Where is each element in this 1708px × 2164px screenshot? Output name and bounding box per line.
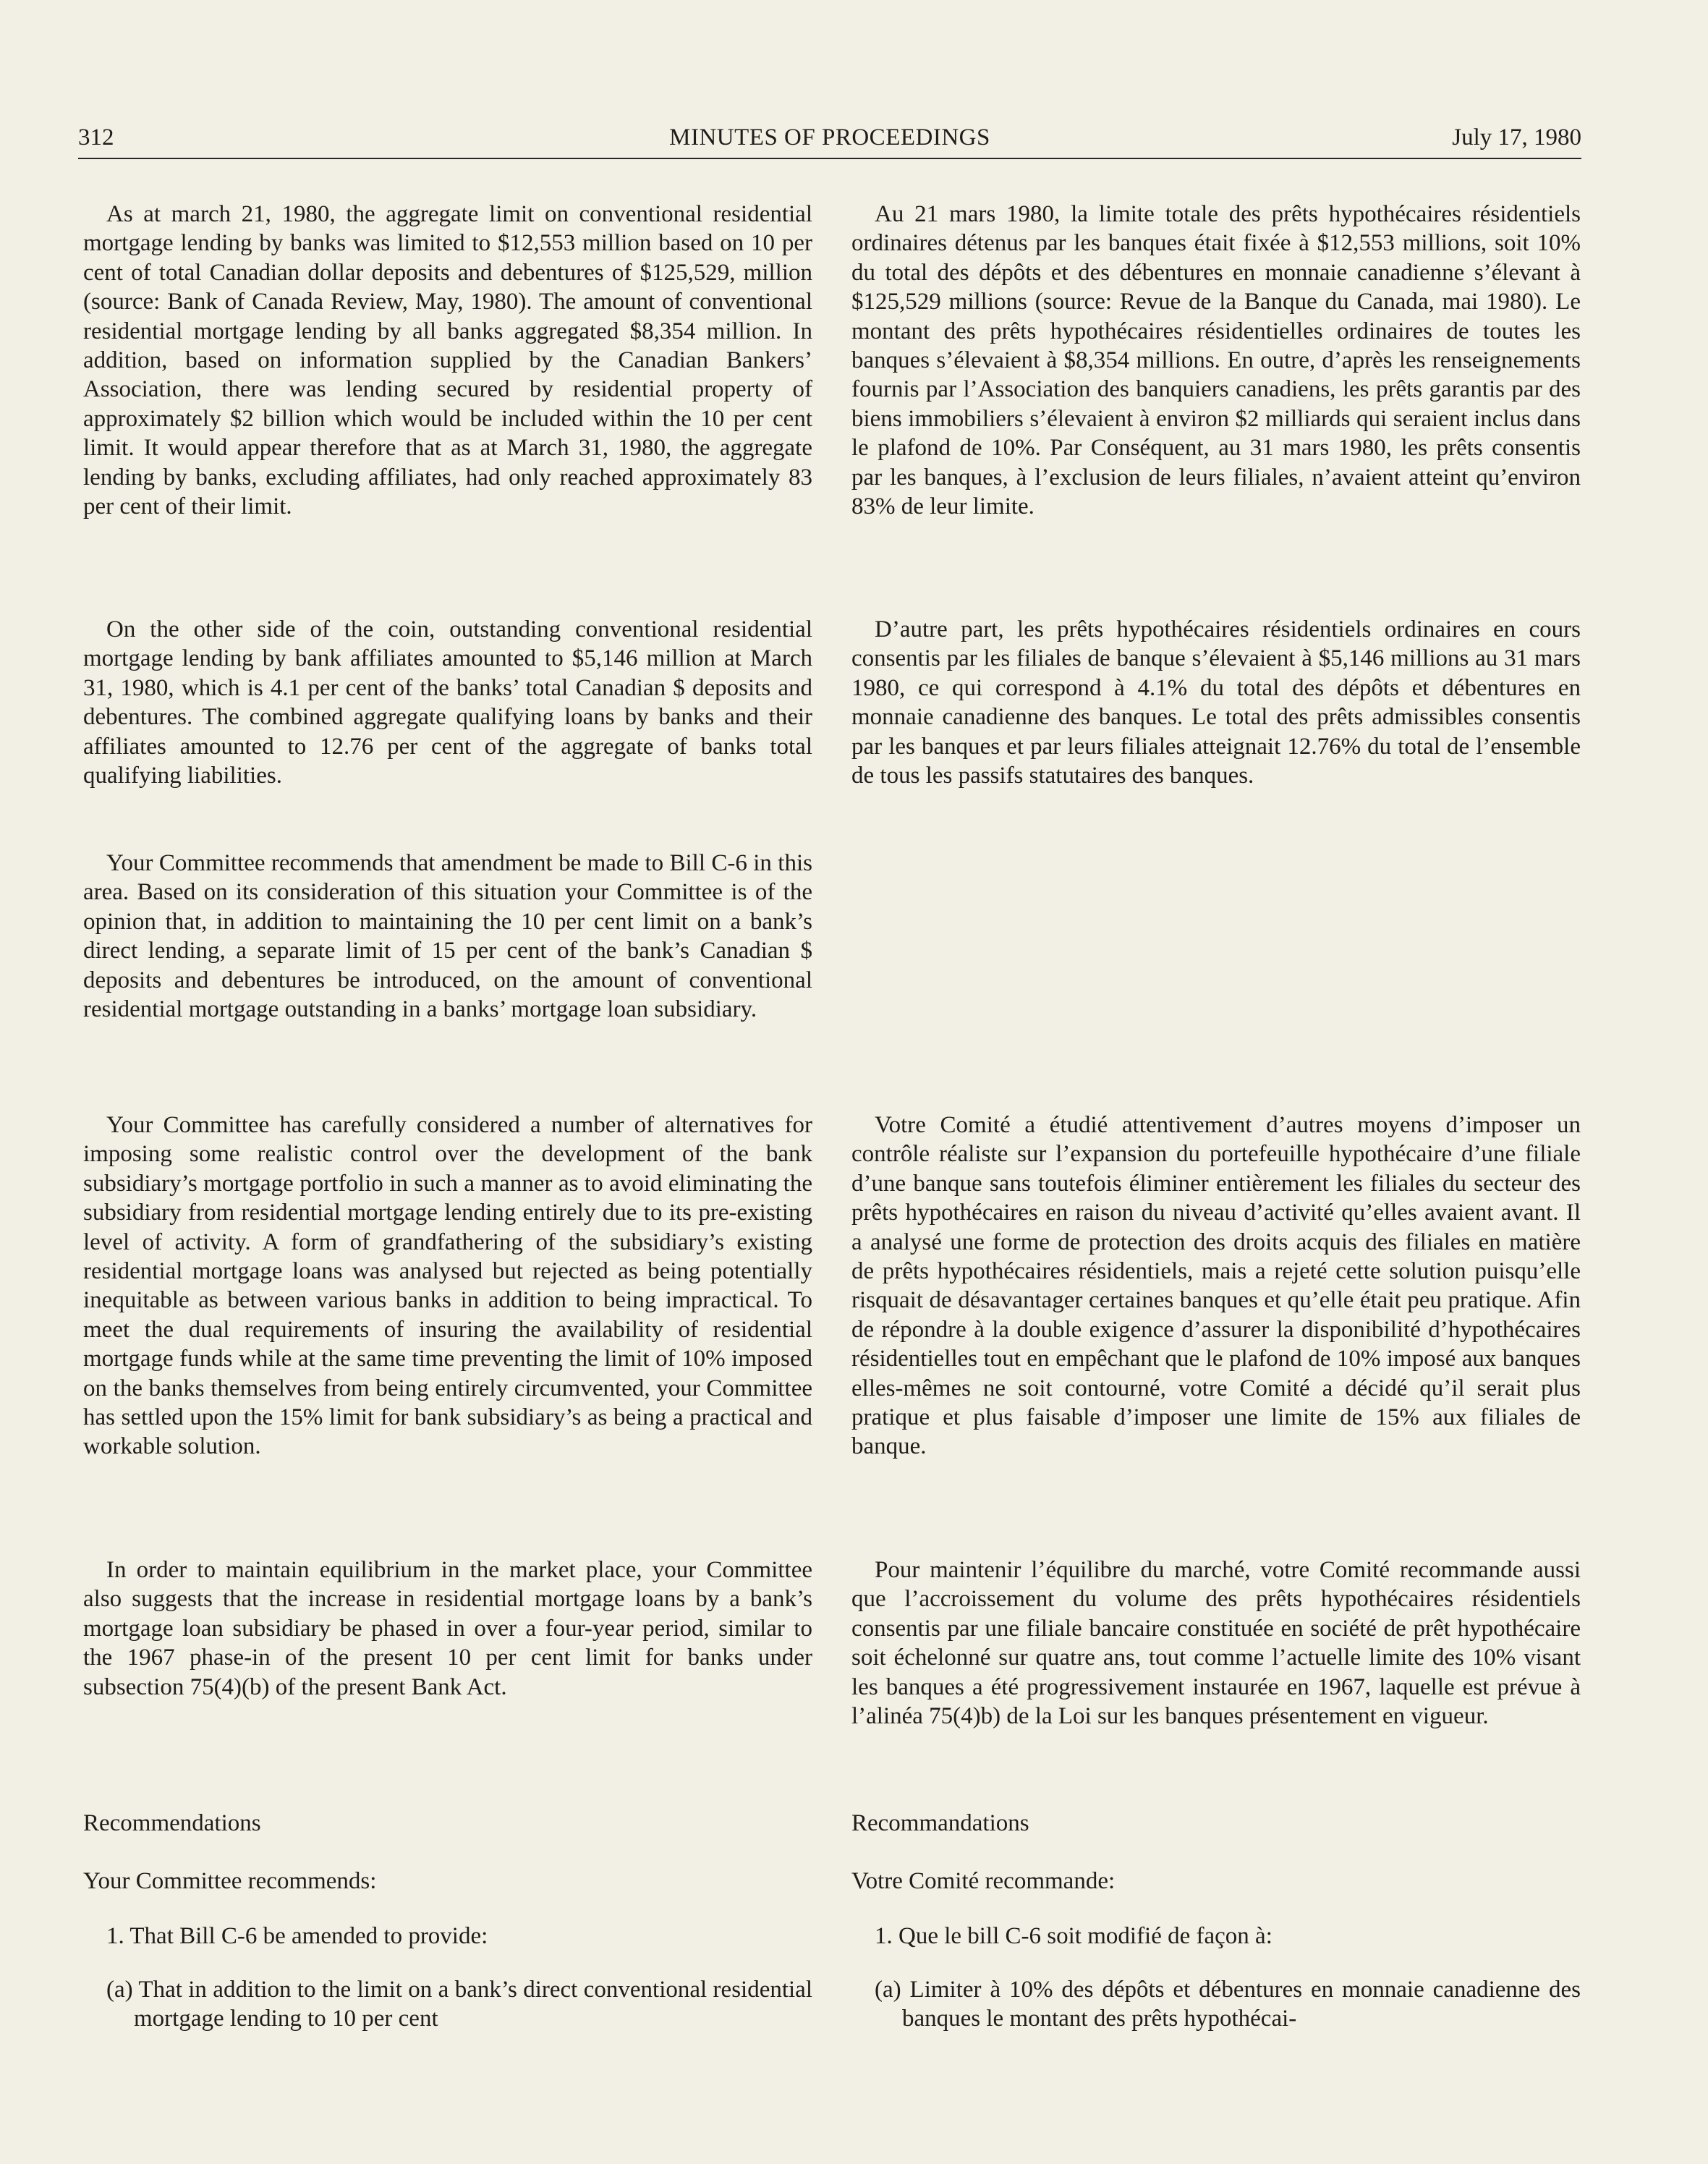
french-paragraph-3: Votre Comité a étudié attentivement d’autres moyens d’imposer un contrôle réaliste sur l’expansion du portefeuille hypothécaire d’une filiale d’une banque sans toutefois éliminer entièrement les filiales du secteur des prêts hypothécaires en raison du niveau d’activité qu’elles avaient avant. Il a analysé une forme de protection des droits acquis des filiales en matière de prêts hypothécaires résidentiels, mais a rejeté cette solution puisqu’elle risquait de désavantager certaines banques et qu’elle était peu pratique. Afin de répondre à la double exigence d’assurer la disponibilité d’hypothécaires résidentielles tout en empêchant que le plafond de 10% imposé aux banques elles-mêmes ne soit contourné, votre Comité a décidé qu’il serait plus pratique et plus faisable d’imposer une limite de 15% aux filiales de banque. — [851, 1112, 1581, 1460]
english-paragraph-2: On the other side of the coin, outstanding conventional residential mortgage lending by bank affiliates amounted to $5,146 million at March 31, 1980, which is 4.1 per cent of the banks’ total Canadian $ deposits and debentures. The combined aggregate qualifying loans by banks and their affiliates amounted to 12.76 per cent of the aggregate of banks total qualifying liabilities. — [83, 616, 812, 789]
header-date: July 17, 1980 — [1452, 124, 1581, 150]
english-recommendations-lead: Your Committee recommends: — [83, 1868, 377, 1894]
english-recommendations-heading: Recommendations — [83, 1810, 261, 1836]
header-title: MINUTES OF PROCEEDINGS — [669, 124, 990, 150]
running-header — [78, 117, 1581, 159]
page-number: 312 — [78, 124, 114, 150]
english-recommendation-item-1a: (a) That in addition to the limit on a bank’s direct conventional residential mortgage lending to 10 per cent — [106, 1977, 812, 2032]
french-recommendation-item-1: 1. Que le bill C-6 soit modifié de façon à: — [875, 1923, 1272, 1949]
english-paragraph-5: In order to maintain equilibrium in the market place, your Committee also suggests that the increase in residential mortgage loans by a bank’s mortgage loan subsidiary be phased in over a four-year period, similar to the 1967 phase-in of the present 10 per cent limit for banks under subsection 75(4)(b) of the present Bank Act. — [83, 1557, 812, 1700]
english-paragraph-3: Your Committee recommends that amendment be made to Bill C-6 in this area. Based on its consideration of this situation your Committee is of the opinion that, in addition to maintaining the 10 per cent limit on a bank’s direct lending, a separate limit of 15 per cent of the bank’s Canadian $ deposits and debentures be introduced, on the amount of conventional residential mortgage outstanding in a banks’ mortgage loan subsidiary. — [83, 850, 812, 1023]
english-paragraph-1: As at march 21, 1980, the aggregate limit on conventional residential mortgage lending by banks was limited to $12,553 million based on 10 per cent of total Canadian dollar deposits and debentures of $125,529, million (source: Bank of Canada Review, May, 1980). The amount of conventional residential mortgage lending by all banks aggregated $8,354 million. In addition, based on information supplied by the Canadian Bankers’ Association, there was lending secured by residential property of approximately $2 billion which would be included within the 10 per cent limit. It would appear therefore that as at March 31, 1980, the aggregate lending by banks, excluding affiliates, had only reached approximately 83 per cent of their limit. — [83, 201, 812, 520]
french-recommendations-heading: Recommandations — [851, 1810, 1029, 1836]
french-recommendations-lead: Votre Comité recommande: — [851, 1868, 1116, 1894]
english-recommendation-item-1: 1. That Bill C-6 be amended to provide: — [106, 1923, 488, 1949]
french-recommendation-item-1a: (a) Limiter à 10% des dépôts et débentures en monnaie canadienne des banques le montant des prêts hypothécai- — [875, 1977, 1581, 2032]
french-paragraph-1: Au 21 mars 1980, la limite totale des prêts hypothécaires résidentiels ordinaires détenus par les banques était fixée à $12,553 millions, soit 10% du total des dépôts et des débentures en monnaie canadienne s’élevant à $125,529 millions (source: Revue de la Banque du Canada, mai 1980). Le montant des prêts hypothécaires résidentielles ordinaires de toutes les banques s’élevaient à $8,354 millions. En outre, d’après les renseignements fournis par l’Association des banquiers canadiens, les prêts garantis par des biens immobiliers s’élevaient à environ $2 milliards qui seraient inclus dans le plafond de 10%. Par Conséquent, au 31 mars 1980, les prêts consentis par les banques, à l’exclusion de leurs filiales, n’avaient atteint qu’environ 83% de leur limite. — [851, 201, 1581, 520]
english-paragraph-4: Your Committee has carefully considered a number of alternatives for imposing some realistic control over the development of the bank subsidiary’s mortgage portfolio in such a manner as to avoid eliminating the subsidiary from residential mortgage lending entirely due to its pre-existing level of activity. A form of grandfathering of the subsidiary’s existing residential mortgage loans was analysed but rejected as being potentially inequitable as between various banks in addition to being impractical. To meet the dual requirements of insuring the availability of residential mortgage funds while at the same time preventing the limit of 10% imposed on the banks themselves from being entirely circumvented, your Committee has settled upon the 15% limit for bank subsidiary’s as being a practical and workable solution. — [83, 1112, 812, 1460]
french-paragraph-2: D’autre part, les prêts hypothécaires résidentiels ordinaires en cours consentis par les filiales de banque s’élevaient à $5,146 millions au 31 mars 1980, ce qui correspond à 4.1% du total des dépôts et débentures en monnaie canadienne des banques. Le total des prêts admissibles consentis par les banques et par leurs filiales atteignait 12.76% du total de l’ensemble de tous les passifs statutaires des banques. — [851, 616, 1581, 789]
french-paragraph-4: Pour maintenir l’équilibre du marché, votre Comité recommande aussi que l’accroissement du volume des prêts hypothécaires résidentiels consentis par une filiale bancaire constituée en société de prêt hypothécaire soit échelonné sur quatre ans, tout comme l’actuelle limite des 10% visant les banques a été progressivement instaurée en 1967, laquelle est prévue à l’alinéa 75(4)b) de la Loi sur les banques présentement en vigueur. — [851, 1557, 1581, 1730]
